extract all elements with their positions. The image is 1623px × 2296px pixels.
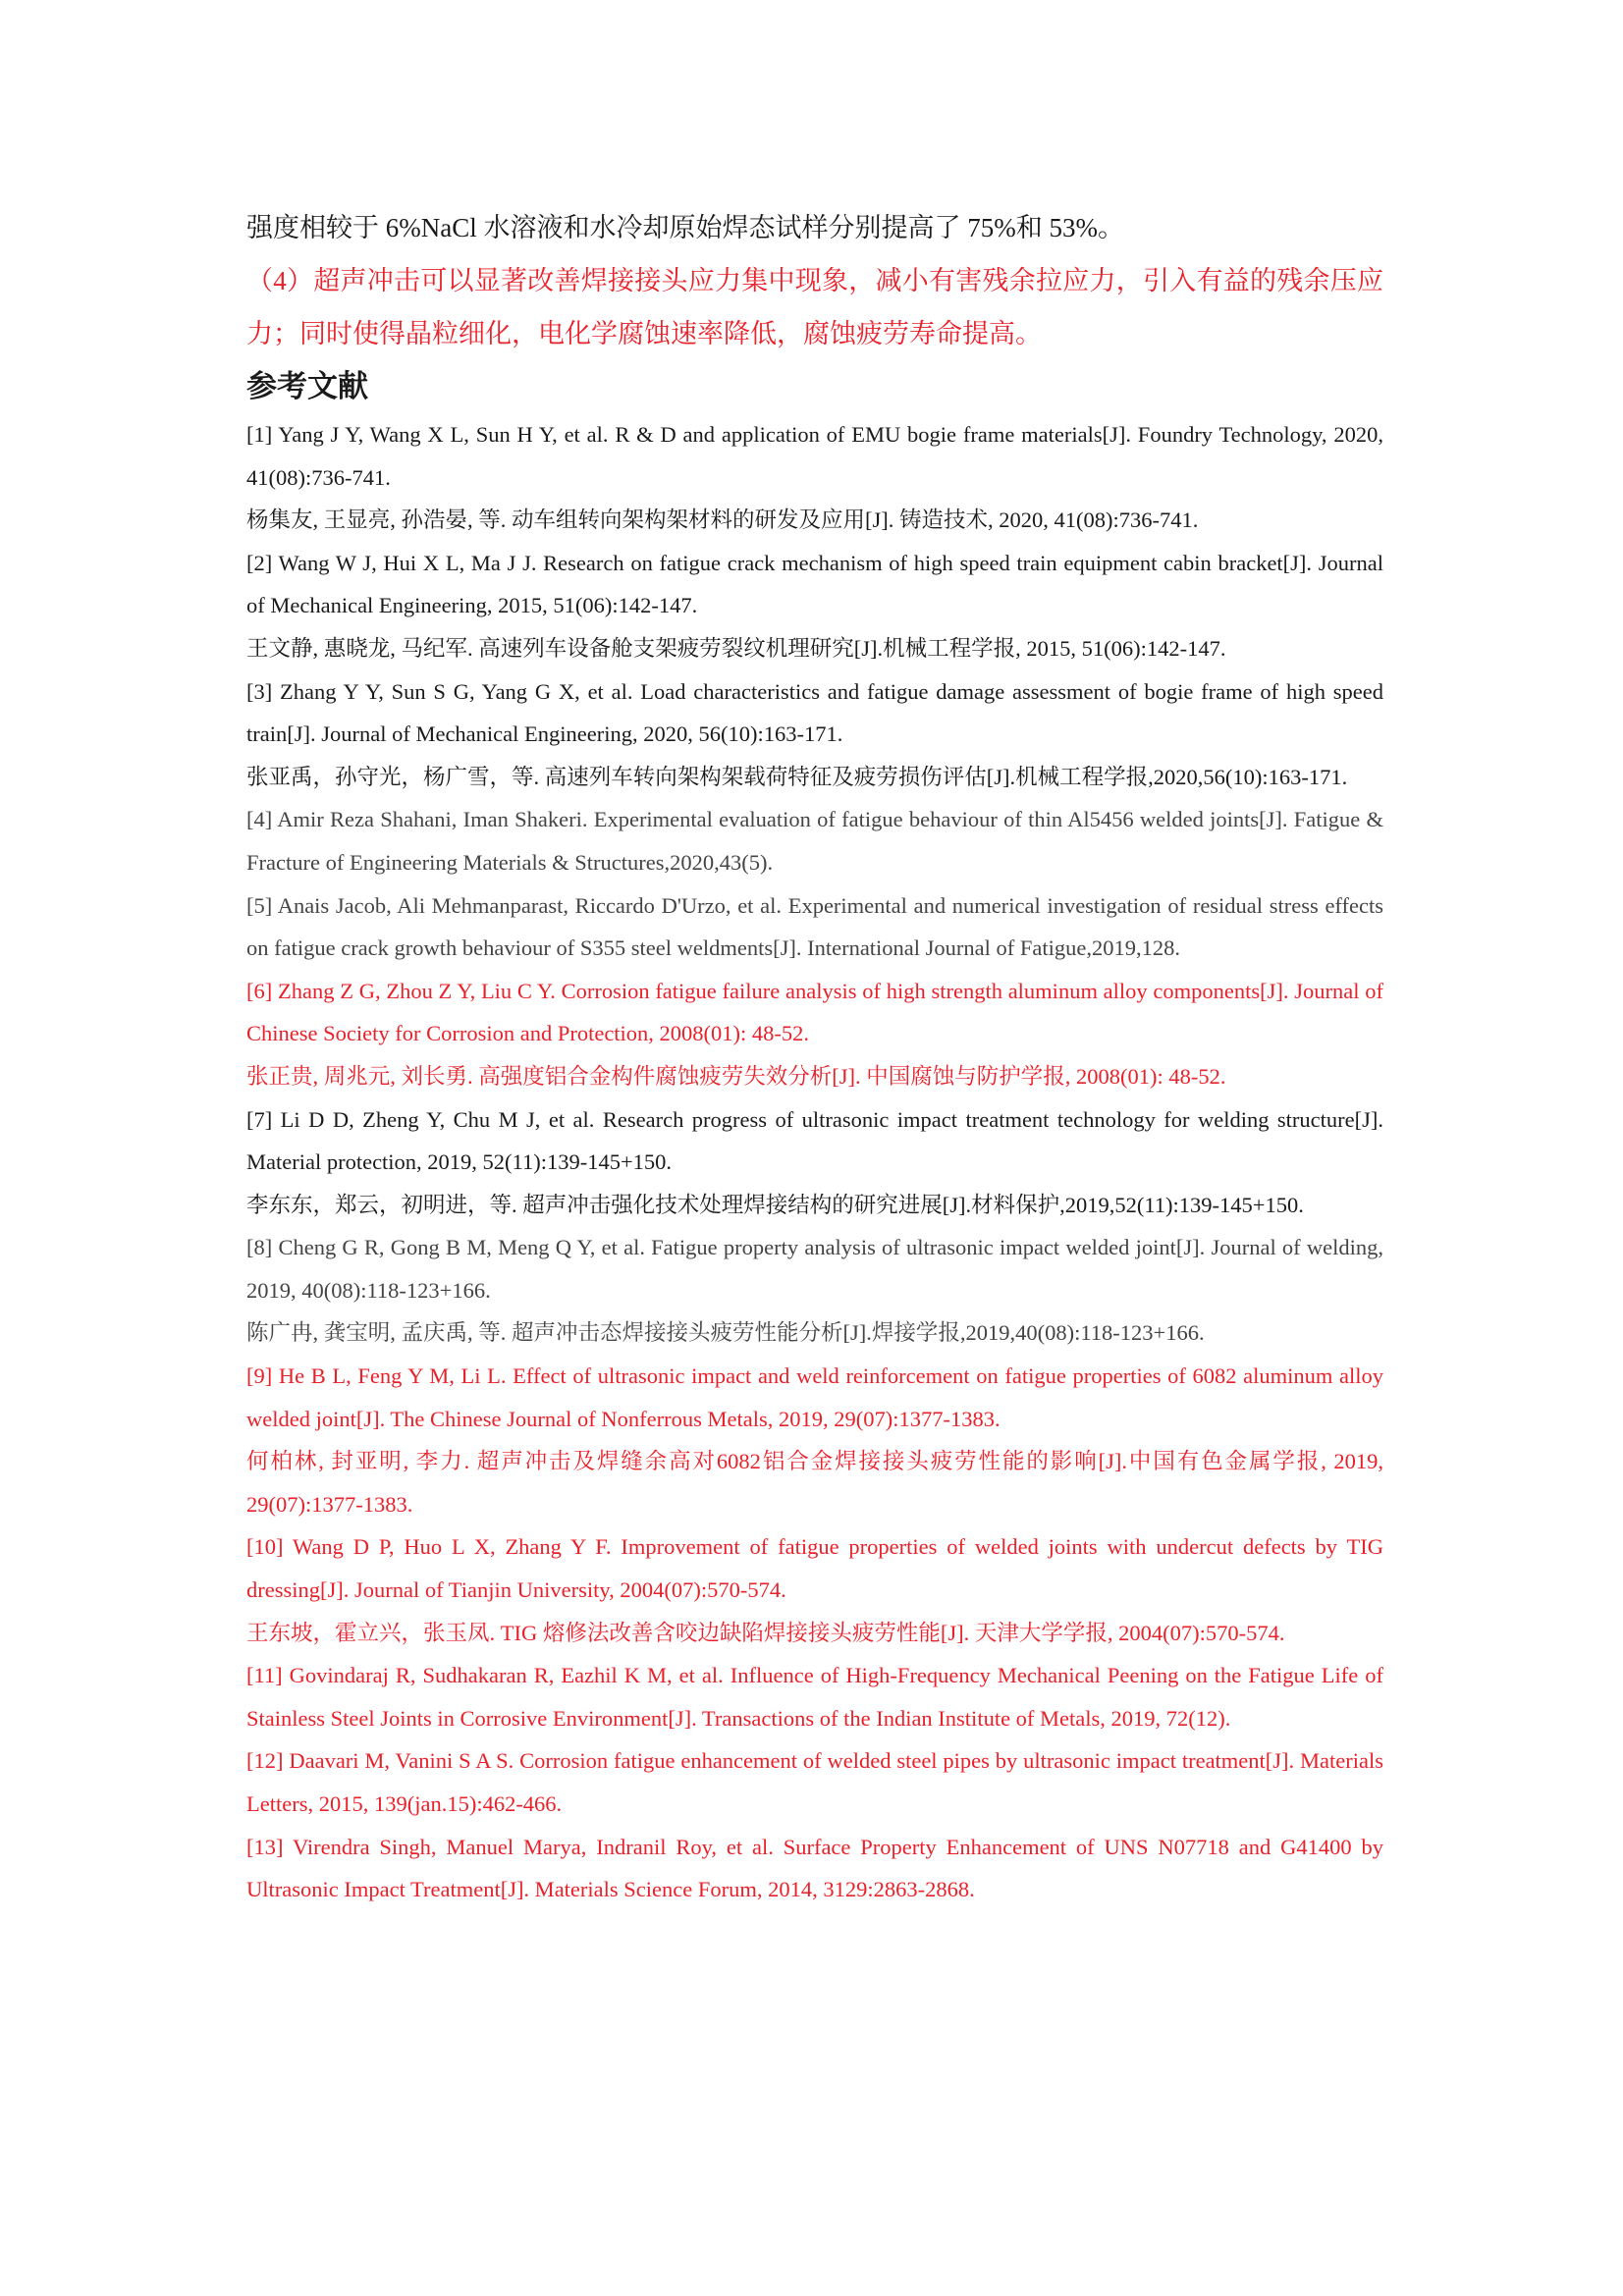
reference-entry: 王文静, 惠晓龙, 马纪军. 高速列车设备舱支架疲劳裂纹机理研究[J].机械工程学报, 2015, 51(06):142-147. (246, 635, 1226, 661)
reference-entry: [5] Anais Jacob, Ali Mehmanparast, Riccardo D'Urzo, et al. Experimental and numerical investigation of residual stress effects on fatigue crack growth behaviour of S355 steel weldments[J]. International Journal of Fatigue,2019,128. (246, 892, 1383, 961)
references-heading: 参考文献 (246, 369, 368, 403)
reference-list (246, 413, 1383, 1911)
reference-entry: 张亚禹，孙守光，杨广雪，等. 高速列车转向架构架载荷特征及疲劳损伤评估[J].机械工程学报,2020,56(10):163-171. (246, 764, 1348, 789)
reference-entry: 张正贵, 周兆元, 刘长勇. 高强度铝合金构件腐蚀疲劳失效分析[J]. 中国腐蚀与防护学报, 2008(01): 48-52. (246, 1063, 1226, 1089)
reference-entry: [9] He B L, Feng Y M, Li L. Effect of ultrasonic impact and weld reinforcement on fatigue properties of 6082 aluminum alloy welded joint[J]. The Chinese Journal of Nonferrous Metals, 2019, 29(07):1377-1383. (246, 1363, 1383, 1431)
body-paragraph-continuation: 强度相较于 6%NaCl 水溶液和水冷却原始焊态试样分别提高了 75%和 53%。 (246, 213, 1124, 242)
reference-entry: [11] Govindaraj R, Sudhakaran R, Eazhil K M, et al. Influence of High-Frequency Mechanical Peening on the Fatigue Life of Stainless Steel Joints in Corrosive Environment[J]. Transactions of the Indian Institute of Metals, 2019, 72(12). (246, 1663, 1383, 1731)
reference-entry: 杨集友, 王显亮, 孙浩晏, 等. 动车组转向架构架材料的研发及应用[J]. 铸造技术, 2020, 41(08):736-741. (246, 507, 1199, 533)
reference-entry: [10] Wang D P, Huo L X, Zhang Y F. Improvement of fatigue properties of welded joints with undercut defects by TIG dressing[J]. Journal of Tianjin University, 2004(07):570-574. (246, 1534, 1383, 1603)
reference-entry: [7] Li D D, Zheng Y, Chu M J, et al. Research progress of ultrasonic impact treatment technology for welding structure[J]. Material protection, 2019, 52(11):139-145+150. (246, 1106, 1383, 1175)
reference-entry: [13] Virendra Singh, Manuel Marya, Indranil Roy, et al. Surface Property Enhancement of UNS N07718 and G41400 by Ultrasonic Impact Treatment[J]. Materials Science Forum, 2014, 3129:2863-2868. (246, 1834, 1383, 1902)
reference-entry: [1] Yang J Y, Wang X L, Sun H Y, et al. R & D and application of EMU bogie frame materials[J]. Foundry Technology, 2020, 41(08):736-741. (246, 422, 1383, 490)
reference-entry: [8] Cheng G R, Gong B M, Meng Q Y, et al. Fatigue property analysis of ultrasonic impact welded joint[J]. Journal of welding, 2019, 40(08):118-123+166. (246, 1235, 1383, 1303)
reference-entry: [4] Amir Reza Shahani, Iman Shakeri. Experimental evaluation of fatigue behaviour of thin Al5456 welded joints[J]. Fatigue & Fracture of Engineering Materials & Structures,2020,43(5). (246, 807, 1383, 875)
reference-entry: 陈广冉, 龚宝明, 孟庆禹, 等. 超声冲击态焊接接头疲劳性能分析[J].焊接学报,2019,40(08):118-123+166. (246, 1320, 1205, 1346)
reference-entry: [12] Daavari M, Vanini S A S. Corrosion fatigue enhancement of welded steel pipes by ultrasonic impact treatment[J]. Materials Letters, 2015, 139(jan.15):462-466. (246, 1748, 1383, 1816)
conclusion-point-4: （4）超声冲击可以显著改善焊接接头应力集中现象，减小有害残余拉应力，引入有益的残余压应力；同时使得晶粒细化，电化学腐蚀速率降低，腐蚀疲劳寿命提高。 (246, 266, 1383, 348)
reference-entry: 何柏林, 封亚明, 李力. 超声冲击及焊缝余高对6082铝合金焊接接头疲劳性能的影响[J].中国有色金属学报, 2019, 29(07):1377-1383. (246, 1449, 1383, 1517)
reference-entry: 李东东，郑云，初明进，等. 超声冲击强化技术处理焊接结构的研究进展[J].材料保护,2019,52(11):139-145+150. (246, 1192, 1304, 1217)
reference-entry: 王东坡，霍立兴，张玉凤. TIG 熔修法改善含咬边缺陷焊接接头疲劳性能[J]. 天津大学学报, 2004(07):570-574. (246, 1620, 1285, 1645)
reference-entry: [3] Zhang Y Y, Sun S G, Yang G X, et al. Load characteristics and fatigue damage assessment of bogie frame of high speed train[J]. Journal of Mechanical Engineering, 2020, 56(10):163-171. (246, 678, 1383, 747)
text-column (246, 201, 1383, 1911)
reference-entry: [6] Zhang Z G, Zhou Z Y, Liu C Y. Corrosion fatigue failure analysis of high strength aluminum alloy components[J]. Journal of Chinese Society for Corrosion and Protection, 2008(01): 48-52. (246, 978, 1383, 1046)
reference-entry: [2] Wang W J, Hui X L, Ma J J. Research on fatigue crack mechanism of high speed train equipment cabin bracket[J]. Journal of Mechanical Engineering, 2015, 51(06):142-147. (246, 550, 1383, 618)
